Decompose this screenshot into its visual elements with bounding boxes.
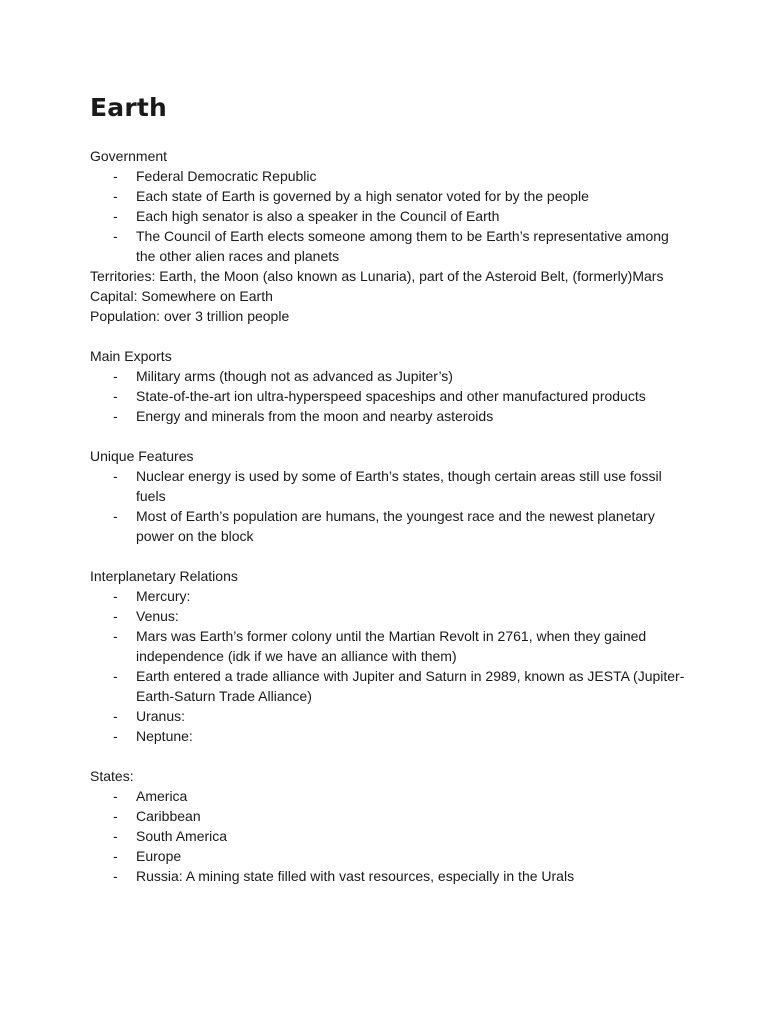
list-item-text: Venus: (136, 608, 179, 624)
capital-line[interactable]: Capital: Somewhere on Earth (90, 288, 273, 304)
dash-bullet: - (113, 628, 118, 644)
dash-bullet: - (113, 708, 118, 724)
list-item[interactable] (90, 846, 690, 866)
government-list (90, 166, 690, 266)
list-item-text: Caribbean (136, 808, 201, 824)
dash-bullet: - (113, 848, 118, 864)
list-item[interactable] (90, 226, 690, 266)
list-item[interactable] (90, 366, 690, 386)
list-item[interactable] (90, 706, 690, 726)
population-line[interactable]: Population: over 3 trillion people (90, 308, 290, 324)
features-heading[interactable]: Unique Features (90, 448, 194, 464)
states-list (90, 786, 690, 886)
list-item-text: Uranus: (136, 708, 186, 724)
dash-bullet: - (113, 808, 118, 824)
list-item-text: Europe (136, 848, 182, 864)
list-item-text: The Council of Earth elects someone among them to be Earth’s representative among the other alien races and planets (136, 228, 669, 264)
list-item-text: Earth entered a trade alliance with Jupiter and Saturn in 2989, known as JESTA (Jupiter-Earth-Saturn Trade Alliance) (136, 668, 685, 704)
government-heading[interactable]: Government (90, 148, 168, 164)
document-title[interactable]: Earth (90, 93, 168, 122)
list-item[interactable] (90, 186, 690, 206)
exports-section (90, 346, 690, 426)
list-item-text: State-of-the-art ion ultra-hyperspeed spaceships and other manufactured products (136, 388, 646, 404)
territories-line[interactable]: Territories: Earth, the Moon (also known as Lunaria), part of the Asteroid Belt, (formerly)Mars (90, 268, 664, 284)
list-item-text: Energy and minerals from the moon and nearby asteroids (136, 408, 494, 424)
list-item[interactable] (90, 466, 690, 506)
list-item-text: Neptune: (136, 728, 193, 744)
list-item-text: Federal Democratic Republic (136, 168, 317, 184)
dash-bullet: - (113, 868, 118, 884)
list-item-text: South America (136, 828, 228, 844)
dash-bullet: - (113, 468, 118, 484)
list-item-text: Most of Earth’s population are humans, the youngest race and the newest planetary power on the block (136, 508, 655, 544)
list-item-text: America (136, 788, 188, 804)
list-item[interactable] (90, 606, 690, 626)
list-item[interactable] (90, 506, 690, 546)
dash-bullet: - (113, 788, 118, 804)
list-item[interactable] (90, 626, 690, 666)
features-section (90, 446, 690, 546)
list-item[interactable] (90, 786, 690, 806)
relations-section (90, 566, 690, 746)
list-item[interactable] (90, 586, 690, 606)
states-section (90, 766, 690, 886)
list-item[interactable] (90, 406, 690, 426)
dash-bullet: - (113, 228, 118, 244)
list-item-text: Each state of Earth is governed by a high senator voted for by the people (136, 188, 589, 204)
list-item[interactable] (90, 826, 690, 846)
list-item-text: Military arms (though not as advanced as Jupiter’s) (136, 368, 453, 384)
exports-list (90, 366, 690, 426)
exports-heading[interactable]: Main Exports (90, 348, 172, 364)
list-item[interactable] (90, 166, 690, 186)
relations-heading[interactable]: Interplanetary Relations (90, 568, 238, 584)
dash-bullet: - (113, 368, 118, 384)
list-item[interactable] (90, 726, 690, 746)
list-item-text: Russia: A mining state filled with vast resources, especially in the Urals (136, 868, 575, 884)
dash-bullet: - (113, 388, 118, 404)
dash-bullet: - (113, 208, 118, 224)
dash-bullet: - (113, 668, 118, 684)
relations-list (90, 586, 690, 746)
list-item[interactable] (90, 666, 690, 706)
list-item[interactable] (90, 386, 690, 406)
dash-bullet: - (113, 188, 118, 204)
government-section (90, 146, 690, 326)
dash-bullet: - (113, 588, 118, 604)
list-item[interactable] (90, 866, 690, 886)
features-list (90, 466, 690, 546)
dash-bullet: - (113, 168, 118, 184)
document-page (90, 90, 690, 886)
list-item-text: Mercury: (136, 588, 191, 604)
list-item-text: Nuclear energy is used by some of Earth’s states, though certain areas still use fossil fuels (136, 468, 662, 504)
dash-bullet: - (113, 828, 118, 844)
dash-bullet: - (113, 408, 118, 424)
dash-bullet: - (113, 608, 118, 624)
list-item[interactable] (90, 206, 690, 226)
list-item-text: Each high senator is also a speaker in the Council of Earth (136, 208, 500, 224)
list-item-text: Mars was Earth’s former colony until the Martian Revolt in 2761, when they gained independence (idk if we have an alliance with them) (136, 628, 647, 664)
dash-bullet: - (113, 508, 118, 524)
dash-bullet: - (113, 728, 118, 744)
states-heading[interactable]: States: (90, 768, 134, 784)
list-item[interactable] (90, 806, 690, 826)
